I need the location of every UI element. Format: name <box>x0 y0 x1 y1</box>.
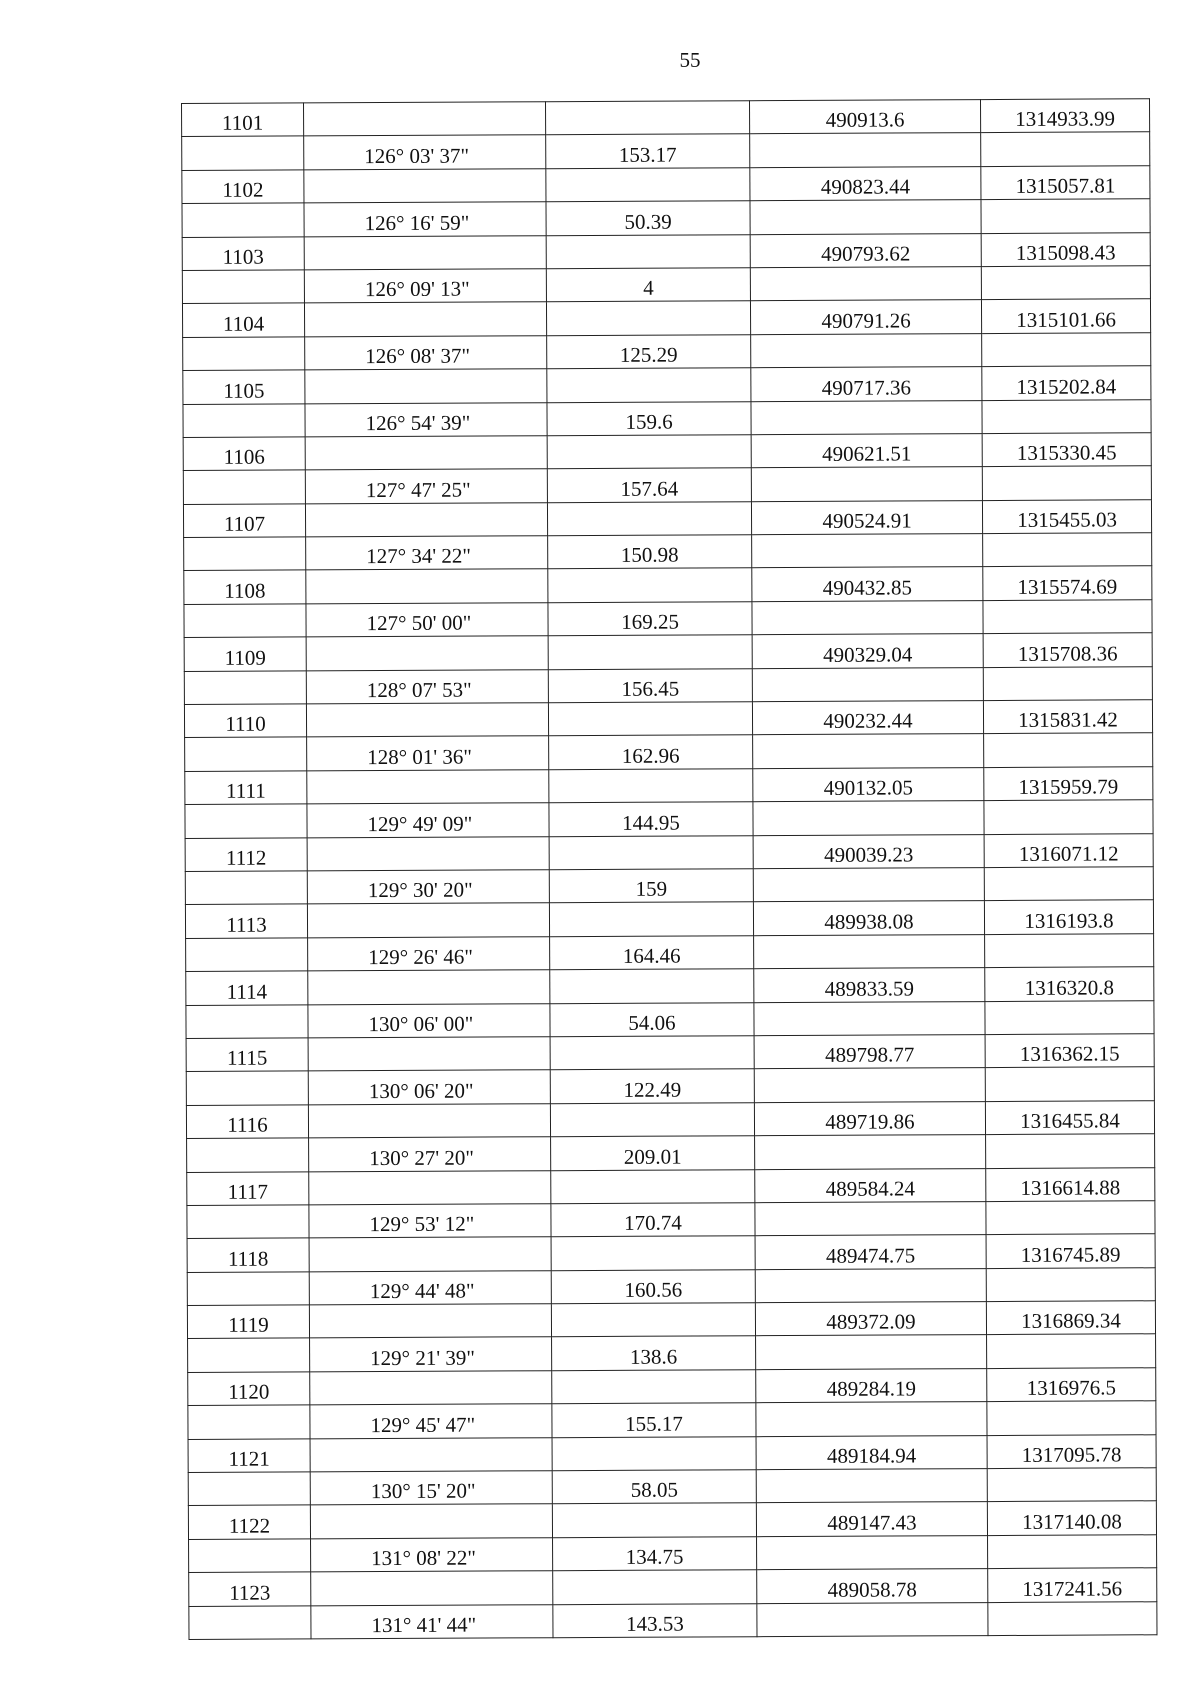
point-row <box>184 566 1152 604</box>
point-row <box>188 1434 1156 1472</box>
empty-cell <box>551 1169 755 1203</box>
distance-value: 162.96 <box>549 735 753 769</box>
empty-cell <box>545 101 749 135</box>
point-id: 1116 <box>186 1105 308 1139</box>
northing-value: 1317241.56 <box>988 1568 1157 1602</box>
distance-value: 144.95 <box>549 802 753 836</box>
distance-value: 160.56 <box>551 1269 755 1303</box>
bearing-value: 127° 34' 22" <box>306 536 548 571</box>
easting-value: 489147.43 <box>756 1502 987 1537</box>
empty-cell <box>547 501 751 535</box>
point-id: 1115 <box>186 1038 308 1072</box>
empty-cell <box>305 436 547 471</box>
empty-cell <box>186 938 308 972</box>
easting-value: 490132.05 <box>753 767 984 802</box>
empty-cell <box>309 1170 551 1205</box>
empty-cell <box>189 1605 311 1639</box>
distance-value: 159 <box>549 869 753 903</box>
point-row <box>186 1034 1154 1072</box>
empty-cell <box>308 1103 550 1138</box>
empty-cell <box>753 734 984 769</box>
northing-value: 1316976.5 <box>987 1368 1156 1402</box>
empty-cell <box>986 1267 1155 1301</box>
point-id: 1108 <box>184 570 306 604</box>
empty-cell <box>754 1068 985 1103</box>
empty-cell <box>311 1571 553 1606</box>
empty-cell <box>750 133 981 168</box>
empty-cell <box>183 337 305 371</box>
northing-value: 1315831.42 <box>983 700 1152 734</box>
empty-cell <box>182 270 304 304</box>
easting-value: 490913.6 <box>749 100 980 135</box>
empty-cell <box>186 1071 308 1105</box>
segment-row <box>183 399 1151 437</box>
easting-value: 489798.77 <box>754 1035 985 1070</box>
empty-cell <box>309 1237 551 1272</box>
empty-cell <box>306 569 548 604</box>
segment-row <box>187 1201 1155 1239</box>
empty-cell <box>304 235 546 270</box>
northing-value: 1316869.34 <box>986 1301 1155 1335</box>
northing-value: 1315330.45 <box>982 433 1151 467</box>
point-row <box>185 767 1153 805</box>
empty-cell <box>187 1138 309 1172</box>
empty-cell <box>187 1272 309 1306</box>
empty-cell <box>755 1135 986 1170</box>
bearing-value: 129° 30' 20" <box>307 870 549 905</box>
point-id: 1119 <box>187 1305 309 1339</box>
point-id: 1105 <box>183 370 305 404</box>
empty-cell <box>982 399 1151 433</box>
northing-value: 1315057.81 <box>981 166 1150 200</box>
easting-value: 490432.85 <box>752 567 983 602</box>
easting-value: 489058.78 <box>757 1569 988 1604</box>
point-row <box>184 700 1152 738</box>
easting-value: 489184.94 <box>756 1435 987 1470</box>
empty-cell <box>188 1472 310 1506</box>
empty-cell <box>750 267 981 302</box>
distance-value: 58.05 <box>552 1470 756 1504</box>
point-row <box>182 299 1150 337</box>
easting-value: 489474.75 <box>755 1235 986 1270</box>
empty-cell <box>304 102 546 137</box>
empty-cell <box>982 466 1151 500</box>
northing-value: 1316614.88 <box>986 1167 1155 1201</box>
point-id: 1112 <box>185 837 307 871</box>
empty-cell <box>552 1370 756 1404</box>
empty-cell <box>183 470 305 504</box>
point-id: 1110 <box>184 704 306 738</box>
empty-cell <box>985 1000 1154 1034</box>
bearing-value: 129° 49' 09" <box>307 803 549 838</box>
empty-cell <box>185 737 307 771</box>
easting-value: 490717.36 <box>751 367 982 402</box>
empty-cell <box>756 1335 987 1370</box>
point-row <box>187 1167 1155 1205</box>
empty-cell <box>551 1303 755 1337</box>
point-row <box>182 166 1150 204</box>
point-id: 1123 <box>189 1572 311 1606</box>
empty-cell <box>551 1236 755 1270</box>
empty-cell <box>552 1436 756 1470</box>
empty-cell <box>305 369 547 404</box>
distance-value: 169.25 <box>548 602 752 636</box>
point-row <box>185 900 1153 938</box>
empty-cell <box>549 835 753 869</box>
point-id: 1118 <box>187 1238 309 1272</box>
easting-value: 490791.26 <box>750 300 981 335</box>
easting-value: 490524.91 <box>751 500 982 535</box>
bearing-value: 126° 03' 37" <box>304 135 546 170</box>
easting-value: 489719.86 <box>754 1101 985 1136</box>
empty-cell <box>987 1334 1156 1368</box>
empty-cell <box>752 667 983 702</box>
empty-cell <box>186 1004 308 1038</box>
point-row <box>185 833 1153 871</box>
northing-value: 1315574.69 <box>983 566 1152 600</box>
empty-cell <box>550 969 754 1003</box>
bearing-value: 130° 15' 20" <box>310 1471 552 1506</box>
point-id: 1106 <box>183 437 305 471</box>
bearing-value: 129° 26' 46" <box>308 936 550 971</box>
distance-value: 159.6 <box>547 401 751 435</box>
distance-value: 170.74 <box>551 1203 755 1237</box>
empty-cell <box>546 234 750 268</box>
point-row <box>186 967 1154 1005</box>
empty-cell <box>986 1201 1155 1235</box>
segment-row <box>183 466 1151 504</box>
empty-cell <box>987 1468 1156 1502</box>
empty-cell <box>189 1539 311 1573</box>
segment-row <box>187 1267 1155 1305</box>
empty-cell <box>987 1401 1156 1435</box>
northing-value: 1314933.99 <box>980 99 1149 133</box>
distance-value: 157.64 <box>547 468 751 502</box>
empty-cell <box>548 635 752 669</box>
empty-cell <box>751 400 982 435</box>
point-id: 1113 <box>185 904 307 938</box>
distance-value: 54.06 <box>550 1002 754 1036</box>
point-row <box>187 1301 1155 1339</box>
segment-row <box>188 1401 1156 1439</box>
bearing-value: 130° 27' 20" <box>309 1137 551 1172</box>
northing-value: 1315708.36 <box>983 633 1152 667</box>
empty-cell <box>984 867 1153 901</box>
point-row <box>189 1568 1157 1606</box>
empty-cell <box>310 1504 552 1539</box>
northing-value: 1316362.15 <box>985 1034 1154 1068</box>
distance-value: 134.75 <box>553 1537 757 1571</box>
distance-value: 155.17 <box>552 1403 756 1437</box>
empty-cell <box>548 568 752 602</box>
empty-cell <box>983 600 1152 634</box>
point-row <box>188 1368 1156 1406</box>
segment-row <box>188 1468 1156 1506</box>
empty-cell <box>304 302 546 337</box>
empty-cell <box>187 1205 309 1239</box>
distance-value: 50.39 <box>546 201 750 235</box>
northing-value: 1315202.84 <box>982 366 1151 400</box>
empty-cell <box>550 1036 754 1070</box>
segment-row <box>184 600 1152 638</box>
empty-cell <box>757 1602 988 1637</box>
distance-value: 138.6 <box>552 1336 756 1370</box>
empty-cell <box>981 199 1150 233</box>
point-id: 1104 <box>182 303 304 337</box>
empty-cell <box>546 301 750 335</box>
point-row <box>187 1234 1155 1272</box>
distance-value: 156.45 <box>548 668 752 702</box>
segment-row <box>186 1000 1154 1038</box>
empty-cell <box>306 636 548 671</box>
empty-cell <box>308 970 550 1005</box>
empty-cell <box>756 1402 987 1437</box>
easting-value: 489284.19 <box>756 1368 987 1403</box>
bearing-value: 131° 41' 44" <box>311 1604 553 1639</box>
empty-cell <box>182 203 304 237</box>
point-id: 1114 <box>186 971 308 1005</box>
northing-value: 1315098.43 <box>981 232 1150 266</box>
empty-cell <box>549 769 753 803</box>
point-row <box>186 1100 1154 1138</box>
easting-value: 489938.08 <box>753 901 984 936</box>
point-row <box>183 433 1151 471</box>
empty-cell <box>751 333 982 368</box>
empty-cell <box>548 702 752 736</box>
bearing-value: 129° 44' 48" <box>309 1270 551 1305</box>
empty-cell <box>752 600 983 635</box>
distance-value: 143.53 <box>553 1603 757 1637</box>
bearing-value: 127° 50' 00" <box>306 603 548 638</box>
northing-value: 1316745.89 <box>986 1234 1155 1268</box>
point-id: 1101 <box>182 103 304 137</box>
empty-cell <box>552 1503 756 1537</box>
empty-cell <box>305 502 547 537</box>
empty-cell <box>184 604 306 638</box>
point-row <box>183 366 1151 404</box>
empty-cell <box>308 1037 550 1072</box>
empty-cell <box>304 168 546 203</box>
easting-value: 490823.44 <box>750 166 981 201</box>
empty-cell <box>309 1304 551 1339</box>
point-id: 1120 <box>188 1372 310 1406</box>
point-id: 1109 <box>184 637 306 671</box>
point-id: 1102 <box>182 170 304 204</box>
northing-value: 1316071.12 <box>984 833 1153 867</box>
bearing-value: 130° 06' 00" <box>308 1003 550 1038</box>
empty-cell <box>751 467 982 502</box>
distance-value: 122.49 <box>550 1069 754 1103</box>
point-row <box>182 232 1150 270</box>
empty-cell <box>983 533 1152 567</box>
easting-value: 490232.44 <box>752 701 983 736</box>
distance-value: 153.17 <box>546 134 750 168</box>
easting-value: 490329.04 <box>752 634 983 669</box>
northing-value: 1316193.8 <box>984 900 1153 934</box>
empty-cell <box>182 136 304 170</box>
segment-row <box>183 332 1151 370</box>
empty-cell <box>185 804 307 838</box>
bearing-value: 130° 06' 20" <box>308 1070 550 1105</box>
empty-cell <box>754 1001 985 1036</box>
point-id: 1111 <box>185 771 307 805</box>
empty-cell <box>553 1570 757 1604</box>
empty-cell <box>755 1268 986 1303</box>
distance-value: 209.01 <box>551 1136 755 1170</box>
point-id: 1122 <box>188 1505 310 1539</box>
easting-value: 489584.24 <box>755 1168 986 1203</box>
empty-cell <box>307 836 549 871</box>
empty-cell <box>755 1201 986 1236</box>
empty-cell <box>985 1067 1154 1101</box>
northing-value: 1317095.78 <box>987 1434 1156 1468</box>
bearing-value: 129° 45' 47" <box>310 1404 552 1439</box>
northing-value: 1315455.03 <box>982 499 1151 533</box>
segment-row <box>186 1067 1154 1105</box>
segment-row <box>185 867 1153 905</box>
empty-cell <box>753 801 984 836</box>
segment-row <box>182 132 1150 170</box>
segment-row <box>182 199 1150 237</box>
empty-cell <box>988 1535 1157 1569</box>
bearing-value: 126° 08' 37" <box>305 335 547 370</box>
empty-cell <box>188 1338 310 1372</box>
point-id: 1103 <box>182 236 304 270</box>
bearing-value: 129° 53' 12" <box>309 1204 551 1239</box>
empty-cell <box>188 1405 310 1439</box>
bearing-value: 126° 09' 13" <box>304 269 546 304</box>
easting-value: 490793.62 <box>750 233 981 268</box>
segment-row <box>188 1334 1156 1372</box>
point-row <box>188 1501 1156 1539</box>
segment-row <box>184 533 1152 571</box>
segment-row <box>184 666 1152 704</box>
empty-cell <box>984 733 1153 767</box>
segment-row <box>187 1134 1155 1172</box>
distance-value: 164.46 <box>550 935 754 969</box>
empty-cell <box>983 666 1152 700</box>
empty-cell <box>310 1371 552 1406</box>
northing-value: 1315101.66 <box>981 299 1150 333</box>
page-number: 55 <box>679 48 701 72</box>
empty-cell <box>306 703 548 738</box>
empty-cell <box>307 770 549 805</box>
easting-value: 490621.51 <box>751 433 982 468</box>
segment-row <box>186 934 1154 972</box>
empty-cell <box>985 934 1154 968</box>
distance-value: 4 <box>546 268 750 302</box>
empty-cell <box>184 671 306 705</box>
easting-value: 489833.59 <box>754 968 985 1003</box>
empty-cell <box>550 1102 754 1136</box>
empty-cell <box>984 800 1153 834</box>
empty-cell <box>981 132 1150 166</box>
empty-cell <box>184 537 306 571</box>
empty-cell <box>183 403 305 437</box>
empty-cell <box>753 868 984 903</box>
empty-cell <box>752 534 983 569</box>
segment-row <box>182 266 1150 304</box>
empty-cell <box>546 168 750 202</box>
segment-row <box>185 733 1153 771</box>
empty-cell <box>547 435 751 469</box>
distance-value: 125.29 <box>547 334 751 368</box>
empty-cell <box>549 902 753 936</box>
table-body <box>182 99 1157 1640</box>
empty-cell <box>756 1469 987 1504</box>
empty-cell <box>310 1437 552 1472</box>
empty-cell <box>750 200 981 235</box>
bearing-value: 129° 21' 39" <box>310 1337 552 1372</box>
point-id: 1121 <box>188 1439 310 1473</box>
point-id: 1107 <box>183 504 305 538</box>
segment-row <box>189 1601 1157 1639</box>
empty-cell <box>988 1601 1157 1635</box>
point-row <box>182 99 1150 137</box>
easting-value: 489372.09 <box>755 1302 986 1337</box>
northing-value: 1317140.08 <box>987 1501 1156 1535</box>
bearing-value: 126° 54' 39" <box>305 402 547 437</box>
empty-cell <box>547 368 751 402</box>
empty-cell <box>754 934 985 969</box>
point-id: 1117 <box>187 1171 309 1205</box>
point-row <box>183 499 1151 537</box>
point-row <box>184 633 1152 671</box>
easting-value: 490039.23 <box>753 834 984 869</box>
bearing-value: 128° 07' 53" <box>306 669 548 704</box>
bearing-value: 128° 01' 36" <box>307 736 549 771</box>
bearing-value: 126° 16' 59" <box>304 202 546 237</box>
segment-row <box>189 1535 1157 1573</box>
empty-cell <box>986 1134 1155 1168</box>
empty-cell <box>757 1535 988 1570</box>
empty-cell <box>185 871 307 905</box>
empty-cell <box>981 266 1150 300</box>
empty-cell <box>982 332 1151 366</box>
bearing-value: 131° 08' 22" <box>311 1537 553 1572</box>
empty-cell <box>307 903 549 938</box>
bearing-value: 127° 47' 25" <box>305 469 547 504</box>
northing-value: 1316455.84 <box>985 1100 1154 1134</box>
boundary-coordinates-table <box>181 98 1156 1640</box>
northing-value: 1315959.79 <box>984 767 1153 801</box>
segment-row <box>185 800 1153 838</box>
distance-value: 150.98 <box>548 535 752 569</box>
northing-value: 1316320.8 <box>985 967 1154 1001</box>
